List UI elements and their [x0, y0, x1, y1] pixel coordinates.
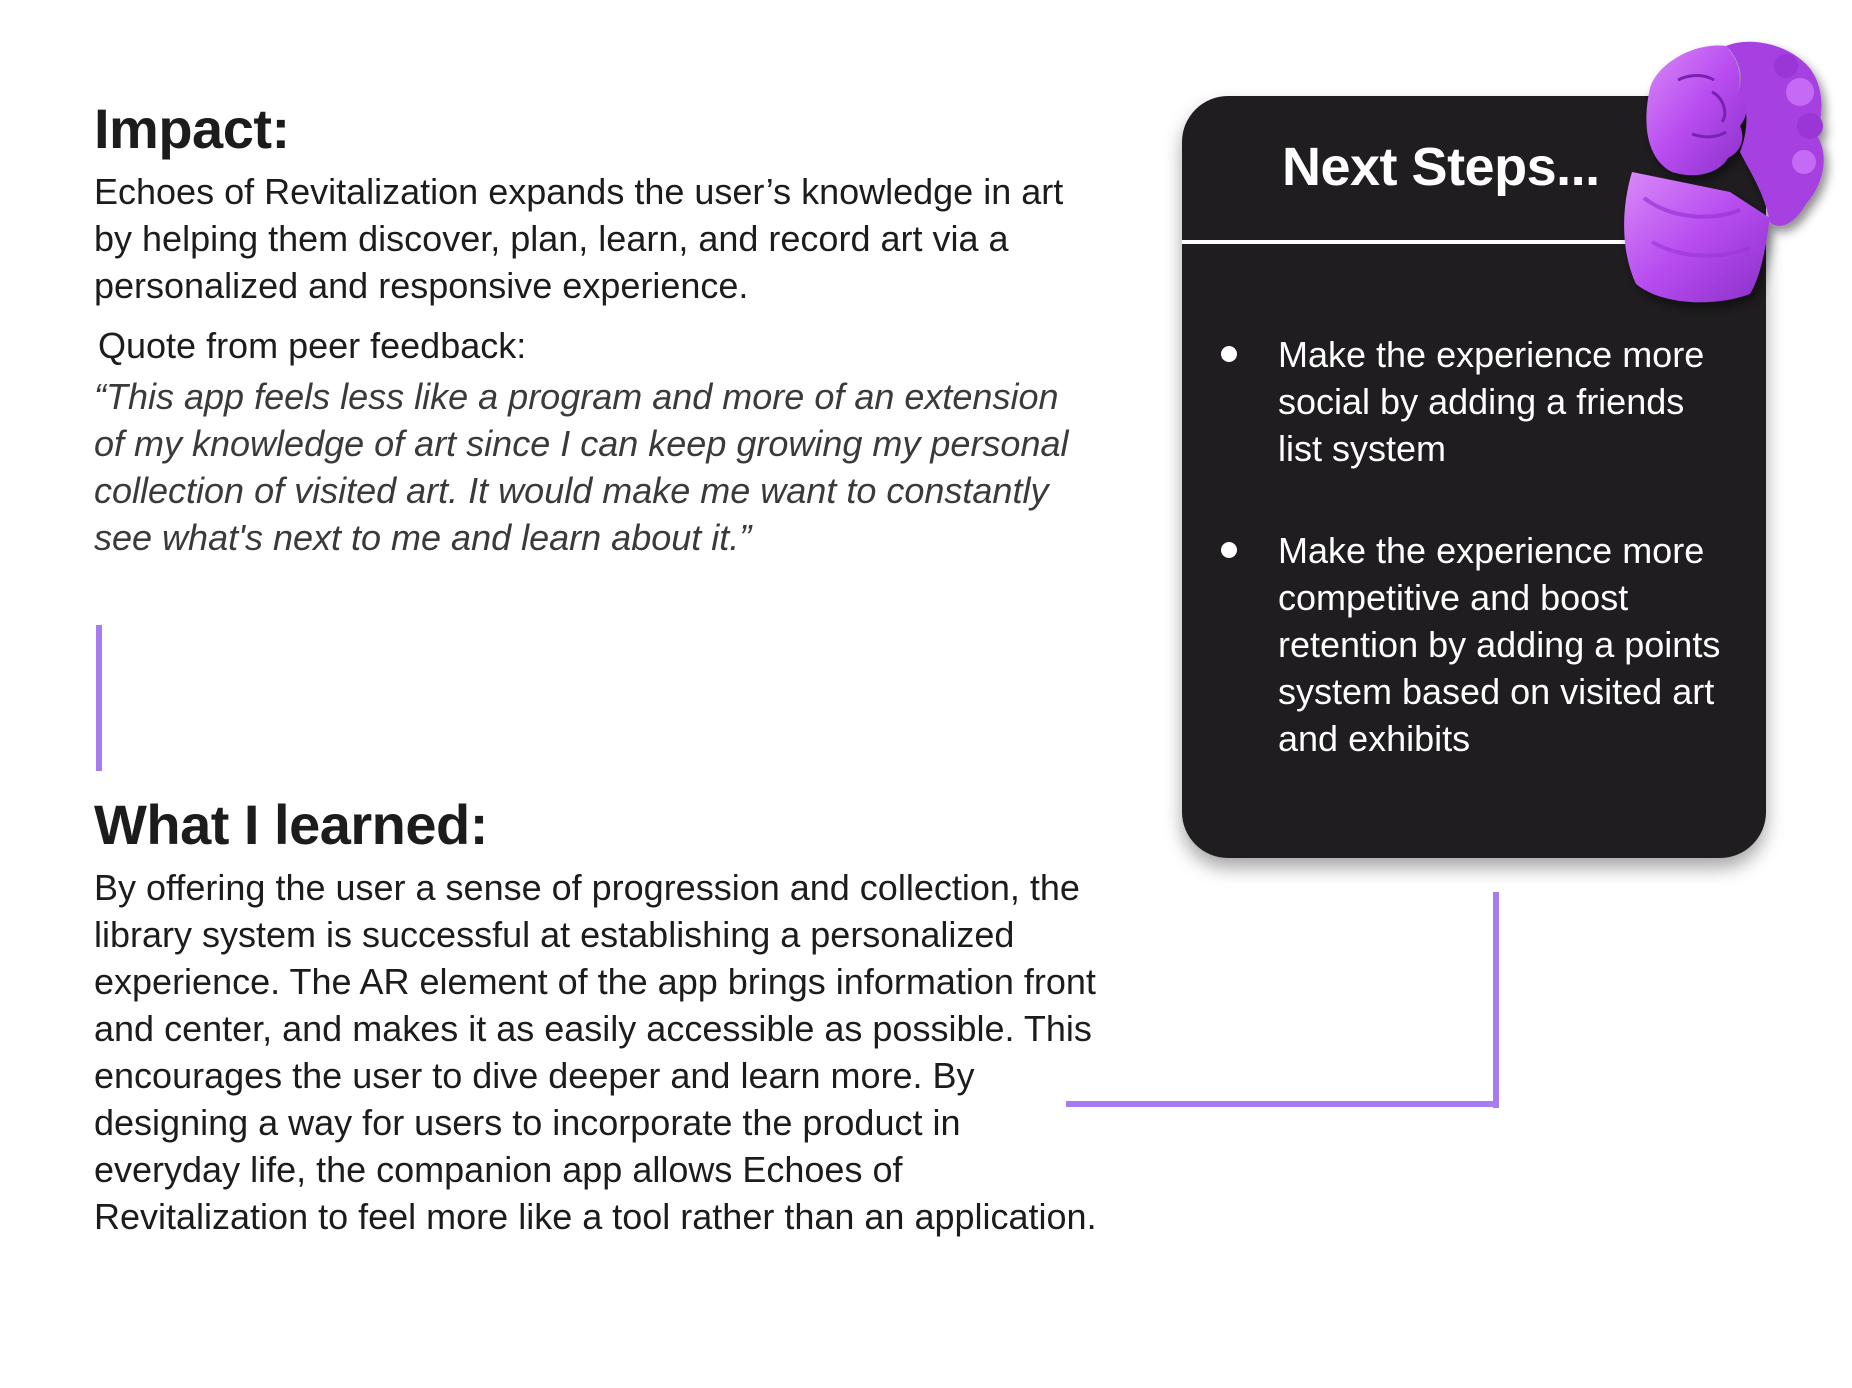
- connector-line-horizontal: [1066, 1101, 1499, 1107]
- learned-body: By offering the user a sense of progression and collection, the library system is successful at establishing a personalized experience. The AR element of the app brings information front and center, and makes it as easily accessible as possible. This encourages the user to dive deeper and learn more. By designing a way for users to incorporate the product in everyday life, the companion app allows Echoes of Revitalization to feel more like a tool rather than an application.: [94, 867, 1097, 1237]
- impact-body: Echoes of Revitalization expands the user’s knowledge in art by helping them discover, plan, learn, and record art via a personalized and responsive experience.: [94, 171, 1064, 306]
- learned-heading: What I learned:: [94, 793, 488, 856]
- next-step-item: [1278, 527, 1738, 762]
- statue-head-icon: [1600, 22, 1852, 322]
- next-step-text: Make the experience more social by adding a friends list system: [1278, 334, 1705, 469]
- peer-quote: “This app feels less like a program and more of an extension of my knowledge of art since I can keep growing my personal collection of visited art. It would make me want to constantly see what's next to me and learn about it.”: [94, 376, 1069, 558]
- connector-line-vertical: [1493, 892, 1499, 1108]
- next-steps-title: Next Steps...: [1282, 137, 1600, 197]
- bullet-icon: [1221, 346, 1237, 362]
- next-step-item: [1278, 331, 1738, 472]
- card-divider: [1182, 240, 1642, 244]
- quote-label: Quote from peer feedback:: [98, 325, 527, 366]
- bullet-icon: [1221, 542, 1237, 558]
- next-step-text: Make the experience more competitive and boost retention by adding a points system based on visited art and exhibits: [1278, 530, 1721, 759]
- impact-heading: Impact:: [94, 97, 290, 160]
- left-accent-line: [96, 625, 102, 771]
